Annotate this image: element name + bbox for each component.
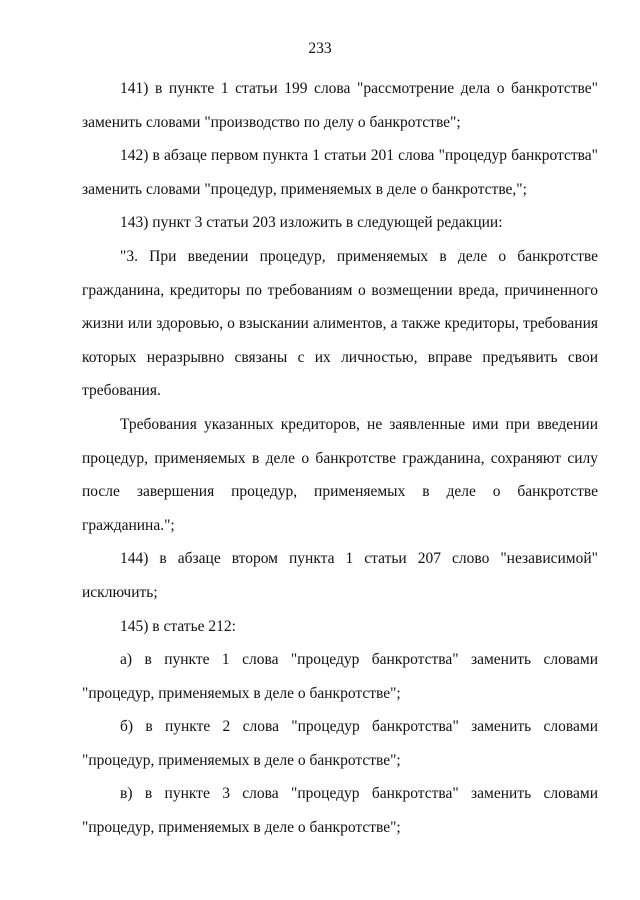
paragraph-145-c: в) в пункте 3 слова "процедур банкротства" заменить словами "процедур, применяемых в деле о банкротстве"; — [82, 785, 598, 837]
document-body — [82, 72, 598, 845]
paragraph-145-a: а) в пункте 1 слова "процедур банкротства" заменить словами "процедур, применяемых в деле о банкротстве"; — [82, 651, 598, 702]
paragraph-145: 145) в статье 212: — [120, 617, 236, 635]
paragraph-141: 141) в пункте 1 статьи 199 слова "рассмотрение дела о банкротстве" заменить словами "производство по делу о банкротстве"; — [82, 80, 598, 131]
paragraph-143: 143) пункт 3 статьи 203 изложить в следующей редакции: — [120, 214, 503, 232]
paragraph-142: 142) в абзаце первом пункта 1 статьи 201 слова "процедур банкротства" заменить словами "процедур, применяемых в деле о банкротстве,"; — [82, 147, 598, 198]
page-number: 233 — [308, 40, 332, 57]
paragraph-quote-requirements: Требования указанных кредиторов, не заявленные ими при введении процедур, применяемых в деле о банкротстве гражданина, сохраняют силу после завершения процедур, применяемых в деле о банкротстве гражданина."; — [82, 415, 598, 534]
paragraph-144: 144) в абзаце втором пункта 1 статьи 207 слово "независимой" исключить; — [82, 550, 598, 601]
paragraph-quote-point-3: "3. При введении процедур, применяемых в деле о банкротстве гражданина, кредиторы по требованиям о возмещении вреда, причиненного жизни или здоровью, о взыскании алиментов, а также кредиторы, требования которых неразрывно связаны с их личностью, вправе предъявить свои требования. — [82, 247, 598, 400]
paragraph-145-b: б) в пункте 2 слова "процедур банкротства" заменить словами "процедур, применяемых в деле о банкротстве"; — [82, 718, 598, 769]
